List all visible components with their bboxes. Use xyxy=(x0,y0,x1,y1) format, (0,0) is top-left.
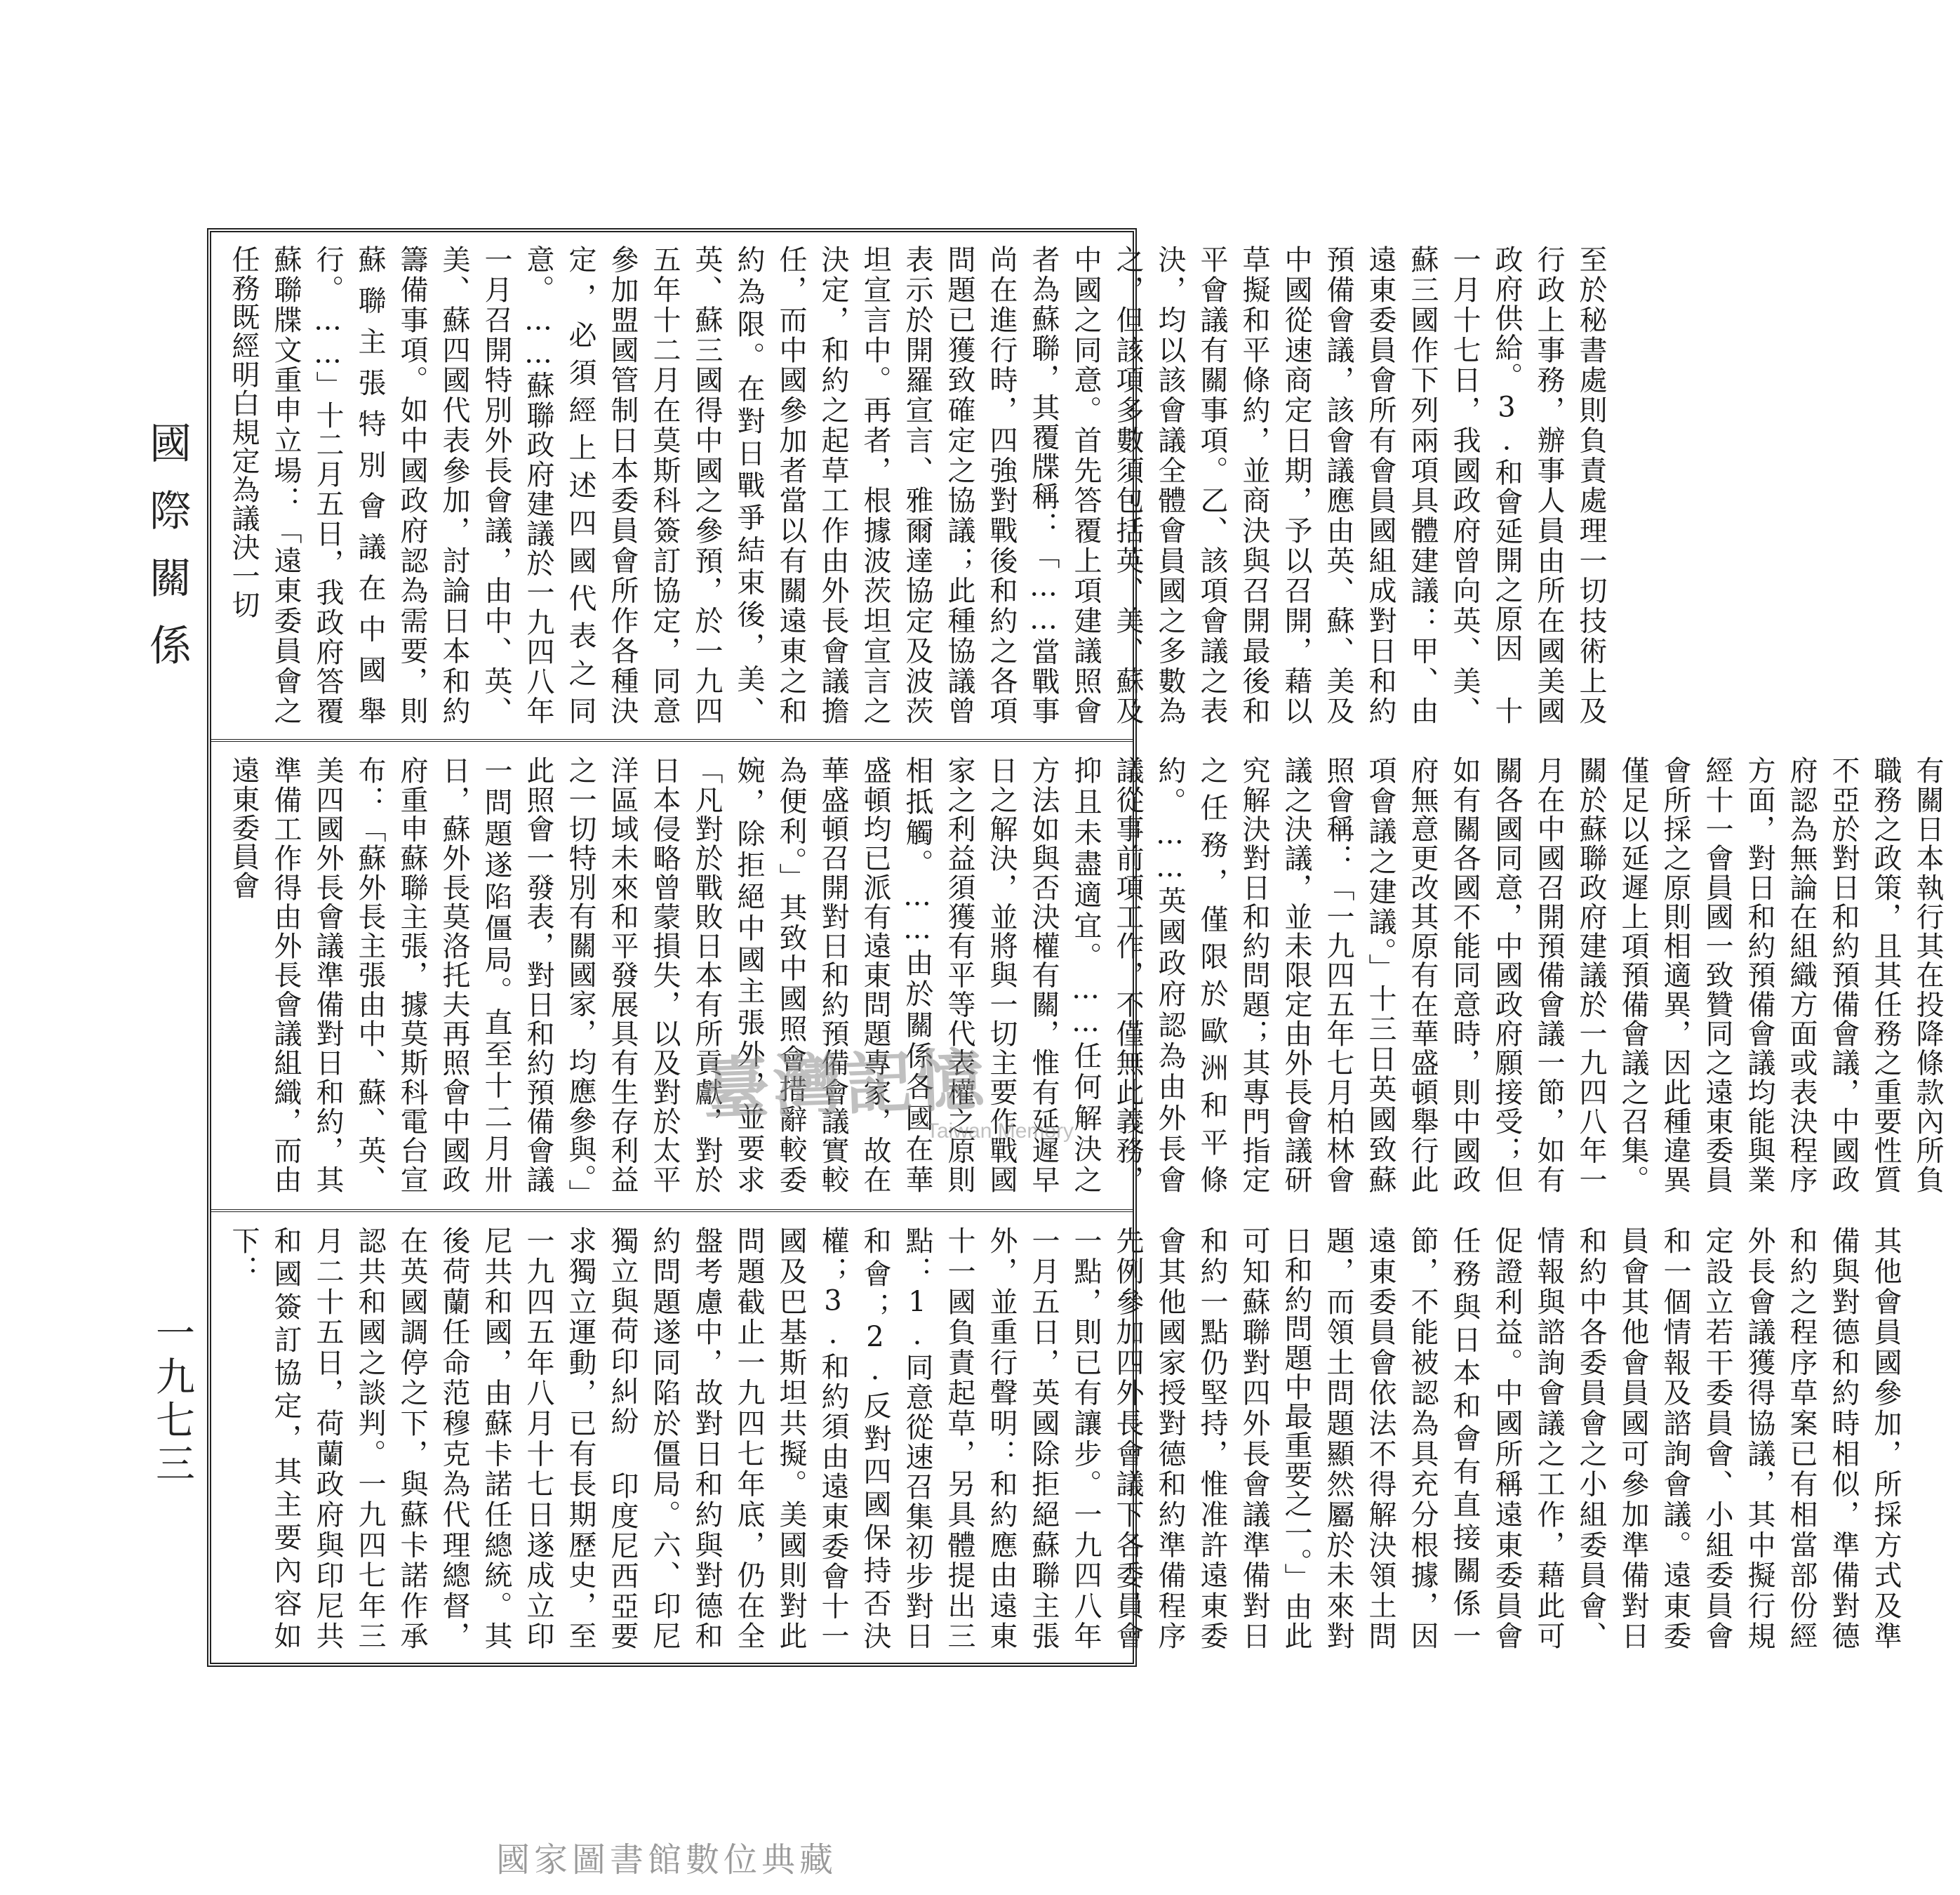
divider-top xyxy=(211,739,1133,742)
section-middle-text: 有關日本執行其在投降條款內所負職務之政策，且其任務之重要性質不亞於對日和約預備會議，中國政府認為無論在組織方面或表決程序方面，對日和約預備會議均能與業經十一會員國一致贊同之遠東委員會所採之原則相適異，因此種違異僅足以延遲上項預備會議之召集。關於蘇聯政府建議於一九四八年一月在中國召開預備會議一節，如有關各國同意，中國政府願接受；但如有關各國不能同意時，則中國政府無意更改其原有在華盛頓舉行此項會議之建議。」十三日英國致蘇照會稱：「一九四五年七月柏林會議之決議，並未限定由外長會議研究解決對日和約問題；其專門指定之任務，僅限於歐洲和平條約。……英國政府認為由外長會議從事前項工作，不僅無此義務，抑且未盡適宜。……任何解決之方法如與否決權有關，惟有延遲早日之解決，並將與一切主要作戰國家之利益須獲有平等代表權之原則相抵觸。……由於關係各國在華盛頓均已派有遠東問題專家，故在華盛頓召開對日和約預備會議實較為便利。」其致中國照會措辭較委婉，除拒絕中國主張外，並要求「凡對於戰敗日本有所貢獻，對於日本侵略曾蒙損失，以及對於太平洋區域未來和平發展具有生存利益之一切特別有關國家，均應參與。」此照會一發表，對日和約預備會議一問題遂陷僵局。直至十二月卅日，蘇外長莫洛托夫再照會中國政府重申蘇聯主張，據莫斯科電台宣布：「蘇外長主張由中、蘇、英、美四國外長會議準備對日和約，其準備工作得由外長會議組織，而由遠東委員會 xyxy=(227,756,1944,1194)
section-top xyxy=(211,232,1607,738)
page-number: 一九七三 xyxy=(149,1312,195,1487)
section-top-text: 至於秘書處則負責處理一切技術上及行政上事務，辦事人員由所在國美國政府供給。3.和會延開之原因 十一月十七日，我國政府曾向英、美、蘇三國作下列兩項具體建議：甲、由遠東委員會所有會員國組成對日和約預備會議，該會議應由英、蘇、美及中國從速商定日期，予以召開，藉以草擬和平條約，並商決與召開最後和平會議有關事項。乙、該項會議之表決，均以該會議全體會員國之多數為之，但該項多數須包括英、美、蘇及中國之同意。首先答覆上項建議照會者為蘇聯，其覆牒稱：「……當戰事尚在進行時，四強對戰後和約之各項問題已獲致確定之協議；此種協議曾表示於開羅宣言、雅爾達協定及波茨坦宣言中。再者，根據波茨坦宣言之決定，和約之起草工作由外長會議擔任，而中國參加者當以有關遠東之和約為限。在對日戰爭結束後，美、英、蘇三國得中國之參預，於一九四五年十二月在莫斯科簽訂協定，同意參加盟國管制日本委員會所作各種決定，必須經上述四國代表之同意。……蘇聯政府建議於一九四八年一月召開特別外長會議，由中、英、美、蘇四國代表參加，討論日本和約籌備事項。如中國政府認為需要，則蘇聯主張特別會議在中國舉行。……」十二月五日，我政府答覆蘇聯牒文重申立場：「遠東委員會之任務既經明白規定為議決一切 xyxy=(227,245,1607,725)
running-title: 國際關係 xyxy=(142,421,192,691)
page-frame xyxy=(207,228,1944,1667)
watermark-logo: 臺灣記憶 xyxy=(700,1040,990,1130)
section-bottom-text: 其他會員國參加，所採方式及準備與對德和約時相似，準備對德和約之程序草案已有相當部份經外長會議獲得協議，其中擬行規定設立若干委員會、小組委員會和一個情報及諮詢會議。遠東委員會其他會員國可參加準備對日和約中各委員會之小組委員會、情報與諮詢會議之工作，藉此可促證利益。中國所稱遠東委員會任務與日本和會有直接關係一節，不能被認為具充分根據，因遠東委員會依法不得解決領土問題，而領土問題顯然屬於未來對日和約問題中最重要之一。」由此可知蘇聯對四外長會議準備對日和約一點仍堅持，惟准許遠東委會其他國家授對德和約準備程序先例參加四外長會議下各委員會一點，則已有讓步。一九四八年一月五日，英國除拒絕蘇聯主張外，並重行聲明：和約應由遠東十一國負責起草，另具體提出三點：1.同意從速召集初步對日和會；2.反對四國保持否決權；3.和約須由遠東委會十一國及巴基斯坦共擬。美國則對此問題截止一九四七年底，仍在全盤考慮中，故對日和約與對德和約問題遂同陷於僵局。六、印尼獨立與荷印糾紛 印度尼西亞要求獨立運動，已有長期歷史，至一九四五年八月十七日遂成立印尼共和國，由蘇卡諾任總統。其後荷蘭任命范穆克為代理總督，在英國調停之下，與蘇卡諾作承認共和國之談判。一九四七年三月二十五日，荷蘭政府與印尼共和國簽訂協定，其主要內容如下： xyxy=(227,1226,1902,1650)
footer-archive-label: 國家圖書館數位典藏 xyxy=(495,1840,837,1880)
watermark-logo-subtext: Taiwan Memory xyxy=(926,1119,1074,1143)
divider-bottom xyxy=(211,1209,1133,1212)
section-bottom xyxy=(211,1214,1902,1663)
